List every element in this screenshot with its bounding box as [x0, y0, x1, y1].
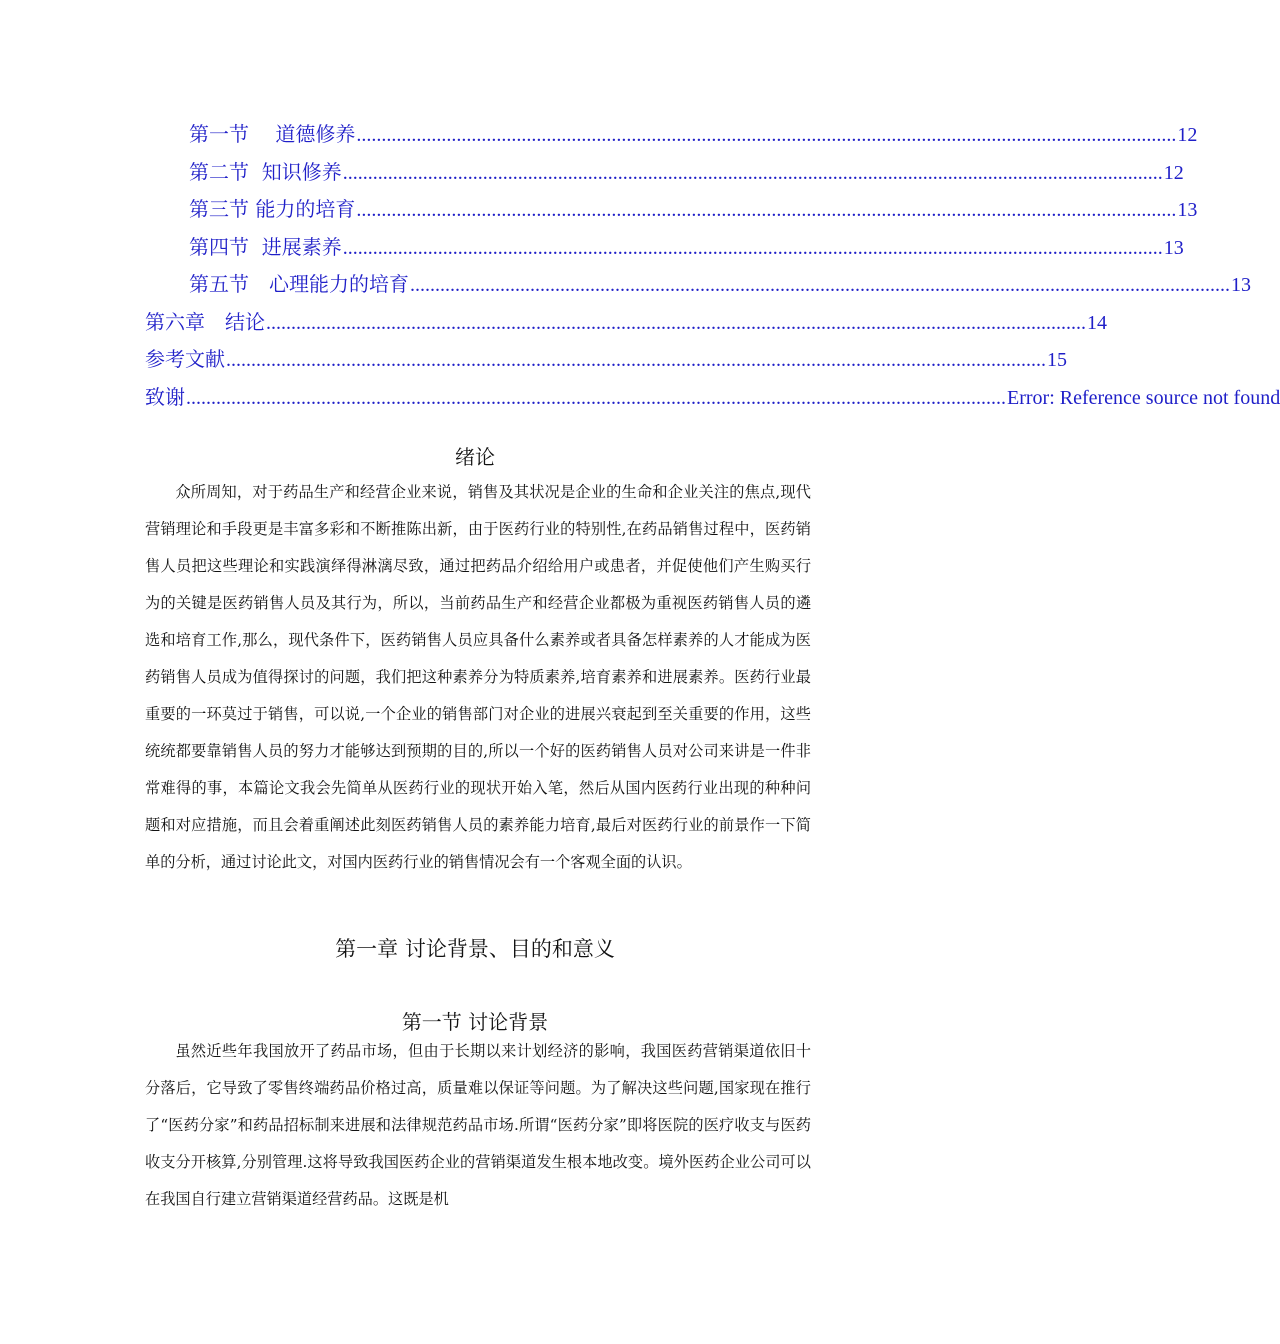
toc-leader-dots: .................................................................................................................................................................... — [226, 349, 1046, 371]
toc-entry[interactable] — [145, 343, 1067, 381]
toc-entry[interactable] — [145, 306, 1107, 344]
toc-page-number: 13 — [1231, 274, 1251, 296]
toc-entry-label: 第六章 结论 — [145, 309, 265, 334]
toc-page-number: 12 — [1177, 124, 1198, 146]
section-title: 第一节 讨论背景 — [401, 1010, 549, 1034]
toc-entry-label: 致谢 — [145, 384, 185, 409]
toc-leader-dots: .................................................................................................................................................................... — [356, 199, 1177, 221]
toc-entry-label: 第一节 道德修养 — [189, 122, 356, 146]
toc-leader-dots: .................................................................................................................................................................... — [342, 161, 1163, 184]
toc-page-number: 15 — [1047, 349, 1067, 371]
toc-entry-label: 第三节 能力的培育 — [189, 197, 356, 221]
table-of-contents — [145, 118, 1280, 418]
toc-leader-dots: .................................................................................................................................................................... — [266, 311, 1086, 334]
toc-leader-dots: .................................................................................................................................................................... — [356, 124, 1177, 146]
intro-heading: 绪论 — [455, 445, 495, 469]
toc-entry[interactable] — [145, 381, 1280, 419]
toc-leader-dots: .................................................................................................................................................................... — [410, 274, 1230, 296]
toc-entry-label: 第五节 心理能力的培育 — [189, 272, 409, 296]
toc-entry[interactable] — [145, 231, 1184, 269]
toc-page-number: 13 — [1163, 236, 1184, 259]
toc-page-number: 12 — [1163, 161, 1184, 184]
section-paragraph: 虽然近些年我国放开了药品市场，但由于长期以来计划经济的影响，我国医药营销渠道依旧十分落后，它导致了零售终端药品价格过高，质量难以保证等问题。为了解决这些问题,国家现在推行了“医药分家”和药品招标制来进展和法律规范药品市场.所谓“医药分家”即将医院的医疗收支与医药收支分开核算,分别管理.这将导致我国医药企业的营销渠道发生根本地改变。境外医药企业公司可以在我国自行建立营销渠道经营药品。这既是机 — [145, 1042, 811, 1208]
toc-entry-label: 第二节 知识修养 — [189, 159, 342, 184]
section-body — [145, 1033, 811, 1218]
toc-page-number: 13 — [1177, 199, 1198, 221]
intro-body — [145, 474, 811, 881]
toc-entry-label: 参考文献 — [145, 347, 225, 371]
toc-entry[interactable] — [145, 268, 1251, 306]
toc-page-number: Error: Reference source not found — [1007, 386, 1280, 409]
chapter-title: 第一章 讨论背景、目的和意义 — [335, 937, 615, 961]
toc-entry[interactable] — [145, 156, 1184, 194]
intro-paragraph: 众所周知，对于药品生产和经营企业来说，销售及其状况是企业的生命和企业关注的焦点,现代营销理论和手段更是丰富多彩和不断推陈出新，由于医药行业的特别性,在药品销售过程中，医药销售人员把这些理论和实践演绎得淋漓尽致，通过把药品介绍给用户或患者，并促使他们产生购买行为的关键是医药销售人员及其行为，所以，当前药品生产和经营企业都极为重视医药销售人员的遴选和培育工作,那么，现代条件下，医药销售人员应具备什么素养或者具备怎样素养的人才能成为医药销售人员成为值得探讨的问题，我们把这种素养分为特质素养,培育素养和进展素养。医药行业最重要的一环莫过于销售，可以说,一个企业的销售部门对企业的进展兴衰起到至关重要的作用，这些统统都要靠销售人员的努力才能够达到预期的目的,所以一个好的医药销售人员对公司来讲是一件非常难得的事，本篇论文我会先简单从医药行业的现状开始入笔，然后从国内医药行业出现的种种问题和对应措施，而且会着重阐述此刻医药销售人员的素养能力培育,最后对医药行业的前景作一下简单的分析，通过讨论此文，对国内医药行业的销售情况会有一个客观全面的认识。 — [145, 483, 811, 871]
toc-page-number: 14 — [1087, 311, 1107, 334]
toc-entry-label: 第四节 进展素养 — [189, 234, 342, 259]
toc-entry[interactable] — [145, 193, 1198, 231]
toc-leader-dots: .................................................................................................................................................................... — [342, 236, 1163, 259]
toc-leader-dots: .................................................................................................................................................................... — [186, 386, 1006, 409]
toc-entry[interactable] — [145, 118, 1198, 156]
